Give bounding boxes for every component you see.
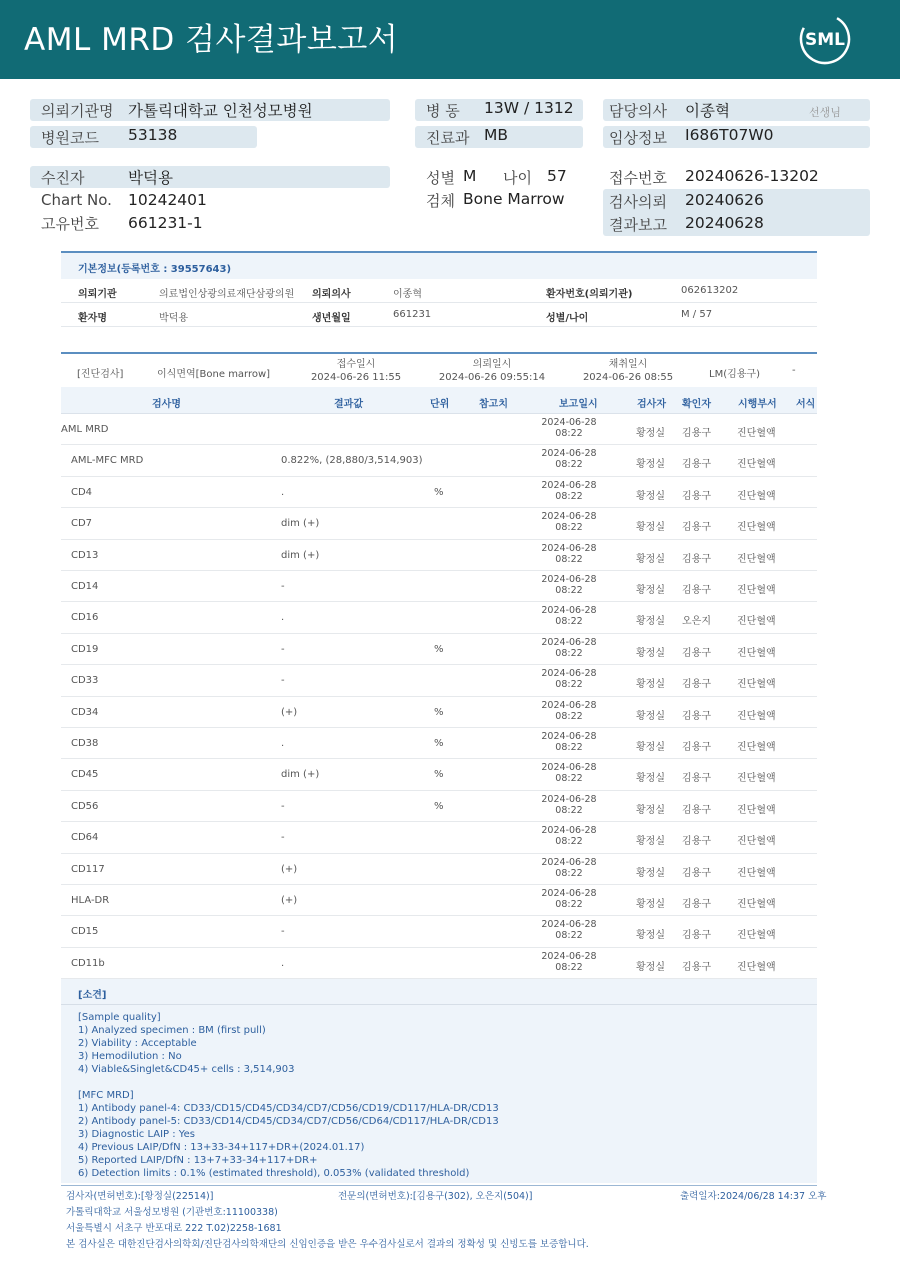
confirmer-cell: 김용구 <box>682 836 711 848</box>
basic-info-header <box>61 253 817 279</box>
result-cell: (+) <box>281 863 298 875</box>
info-key: 의뢰의사 <box>312 289 351 300</box>
examiner-cell: 황정실 <box>636 428 665 439</box>
examiner-cell: 황정실 <box>636 616 665 628</box>
ward-label: 병 동 <box>426 102 460 120</box>
comment-line: 3) Diagnostic LAIP : Yes <box>78 1129 195 1140</box>
table-row <box>61 477 817 508</box>
table-row <box>61 540 817 571</box>
footer-examiner: 검사자(면허번호):[황정실(22514)] <box>66 1191 214 1202</box>
info-value: 661231 <box>393 309 432 320</box>
examiner-cell: 황정실 <box>636 710 665 722</box>
department-cell: 진단혈액 <box>737 679 776 691</box>
uid-label: 고유번호 <box>41 215 99 233</box>
basic-info-title: 기본정보(등록번호 : 39557643) <box>78 264 232 275</box>
info-key: 환자번호(의뢰기관) <box>546 289 633 300</box>
result-cell: - <box>281 926 285 938</box>
test-name-cell: CD33 <box>71 675 99 687</box>
department-cell: 진단혈액 <box>737 522 776 534</box>
result-cell: dim (+) <box>281 769 320 781</box>
results-table-header <box>61 387 817 414</box>
specimen-value: Bone Marrow <box>463 190 565 208</box>
confirmer-cell: 김용구 <box>682 773 711 785</box>
dx-category: [진단검사] <box>77 369 124 380</box>
comment-line: 2) Antibody panel-5: CD33/CD14/CD45/CD34/CD7/CD56/CD64/CD117/HLA-DR/CD13 <box>78 1116 499 1127</box>
result-cell: . <box>281 957 285 969</box>
comment-line: 2) Viability : Acceptable <box>78 1038 197 1049</box>
comment-line: 6) Detection limits : 0.1% (estimated threshold), 0.053% (validated threshold) <box>78 1168 470 1179</box>
dx-requested-label: 의뢰일시 <box>472 359 512 370</box>
doctor-label: 담당의사 <box>609 102 667 120</box>
confirmer-cell: 김용구 <box>682 930 711 942</box>
report-time-cell: 08:22 <box>555 585 583 596</box>
test-name-cell: CD64 <box>71 832 99 844</box>
patient-label: 수진자 <box>41 169 85 187</box>
table-row <box>61 822 817 853</box>
examiner-cell: 황정실 <box>636 773 665 785</box>
patient-value: 박덕용 <box>128 169 173 187</box>
confirmer-cell: 김용구 <box>682 679 711 691</box>
report-time-cell: 08:22 <box>555 742 583 753</box>
table-row <box>61 414 817 445</box>
report-label: 결과보고 <box>609 216 667 234</box>
info-value: 062613202 <box>681 285 739 296</box>
report-date-cell: 2024-06-28 <box>541 574 597 585</box>
logo-text: SML <box>805 30 845 50</box>
report-time-cell: 08:22 <box>555 836 583 848</box>
dept-value: MB <box>484 126 509 144</box>
report-time-cell: 08:22 <box>555 679 583 691</box>
hospital-code-value: 53138 <box>128 126 178 144</box>
th-format: 서식 <box>796 399 816 410</box>
result-cell: - <box>281 675 285 687</box>
examiner-cell: 황정실 <box>636 961 665 973</box>
report-time-cell: 08:22 <box>555 804 583 816</box>
report-title: AML MRD 검사결과보고서 <box>24 22 399 58</box>
info-key: 의뢰기관 <box>78 289 117 300</box>
info-value: 이종혁 <box>393 289 422 300</box>
confirmer-cell: 김용구 <box>682 961 711 973</box>
test-name-cell: CD38 <box>71 738 99 749</box>
th-reference: 참고치 <box>479 399 508 410</box>
report-date-cell: 2024-06-28 <box>541 825 597 837</box>
report-time-cell: 08:22 <box>555 490 583 502</box>
result-cell: - <box>281 643 285 655</box>
report-value: 20240628 <box>685 214 764 232</box>
result-cell: 0.822%, (28,880/3,514,903) <box>281 455 423 467</box>
result-cell: (+) <box>281 895 298 906</box>
confirmer-cell: 김용구 <box>682 553 711 565</box>
examiner-cell: 황정실 <box>636 930 665 942</box>
report-time-cell: 08:22 <box>555 647 583 659</box>
department-cell: 진단혈액 <box>737 836 776 848</box>
table-row <box>61 948 817 979</box>
clinical-value: I686T07W0 <box>685 126 774 144</box>
info-value: 박덕용 <box>159 313 188 324</box>
report-date-cell: 2024-06-28 <box>541 793 597 805</box>
chart-label: Chart No. <box>41 191 112 209</box>
report-date-cell: 2024-06-28 <box>541 511 597 523</box>
table-row <box>61 885 817 916</box>
result-cell: . <box>281 612 285 624</box>
basic-info-row <box>61 279 817 303</box>
receipt-label: 접수번호 <box>609 169 667 187</box>
table-row <box>61 791 817 822</box>
report-date-cell: 2024-06-28 <box>541 699 597 711</box>
result-cell: dim (+) <box>281 518 320 530</box>
confirmer-cell: 김용구 <box>682 585 711 596</box>
th-test-name: 검사명 <box>152 399 181 410</box>
test-name-cell: CD4 <box>71 486 93 498</box>
report-date-cell: 2024-06-28 <box>541 448 597 460</box>
examiner-cell: 황정실 <box>636 679 665 691</box>
comment-line: 4) Previous LAIP/DfN : 13+33-34+117+DR+(2024.01.17) <box>78 1142 365 1153</box>
report-date-cell: 2024-06-28 <box>541 417 597 428</box>
result-cell: . <box>281 486 285 498</box>
result-cell: - <box>281 800 285 812</box>
sex-value: M <box>463 167 477 185</box>
examiner-cell: 황정실 <box>636 522 665 534</box>
confirmer-cell: 김용구 <box>682 710 711 722</box>
test-name-cell: CD16 <box>71 612 99 624</box>
comment-header <box>61 979 817 1005</box>
department-cell: 진단혈액 <box>737 742 776 753</box>
report-time-cell: 08:22 <box>555 930 583 942</box>
report-date-cell: 2024-06-28 <box>541 605 597 617</box>
result-cell: - <box>281 832 285 844</box>
confirmer-cell: 오은지 <box>682 616 711 628</box>
table-row <box>61 665 817 696</box>
table-row <box>61 602 817 633</box>
table-row <box>61 571 817 602</box>
dx-collected: 2024-06-26 08:55 <box>582 372 674 383</box>
dx-received: 2024-06-26 11:55 <box>310 372 402 383</box>
unit-cell: % <box>434 800 444 812</box>
department-cell: 진단혈액 <box>737 428 776 439</box>
examiner-cell: 황정실 <box>636 490 665 502</box>
department-cell: 진단혈액 <box>737 616 776 628</box>
info-key: 성별/나이 <box>546 313 589 324</box>
confirmer-cell: 김용구 <box>682 459 711 471</box>
table-row <box>61 697 817 728</box>
report-date-cell: 2024-06-28 <box>541 542 597 554</box>
info-value: M / 57 <box>681 309 713 320</box>
hospital-code-label: 병원코드 <box>41 129 99 147</box>
department-cell: 진단혈액 <box>737 773 776 785</box>
examiner-cell: 황정실 <box>636 836 665 848</box>
confirmer-cell: 김용구 <box>682 804 711 816</box>
test-name-cell: HLA-DR <box>71 895 110 906</box>
confirmer-cell: 김용구 <box>682 867 711 879</box>
receipt-value: 20240626-13202 <box>685 167 819 185</box>
comment-body <box>61 1005 817 1183</box>
result-cell: . <box>281 738 285 749</box>
request-value: 20240626 <box>685 191 764 209</box>
unit-cell: % <box>434 643 444 655</box>
department-cell: 진단혈액 <box>737 553 776 565</box>
report-time-cell: 08:22 <box>555 773 583 785</box>
department-cell: 진단혈액 <box>737 647 776 659</box>
department-cell: 진단혈액 <box>737 961 776 973</box>
test-name-cell: CD45 <box>71 769 99 781</box>
basic-info-row <box>61 303 817 327</box>
department-cell: 진단혈액 <box>737 804 776 816</box>
report-time-cell: 08:22 <box>555 522 583 534</box>
department-cell: 진단혈액 <box>737 867 776 879</box>
examiner-cell: 황정실 <box>636 742 665 753</box>
uid-value: 661231-1 <box>128 214 203 232</box>
table-row <box>61 916 817 947</box>
comment-title: [소견] <box>78 990 107 1001</box>
request-label: 검사의뢰 <box>609 193 667 211</box>
examiner-cell: 황정실 <box>636 553 665 565</box>
table-row <box>61 634 817 665</box>
department-cell: 진단혈액 <box>737 899 776 910</box>
department-cell: 진단혈액 <box>737 710 776 722</box>
report-date-cell: 2024-06-28 <box>541 731 597 742</box>
th-report-date: 보고일시 <box>559 399 598 410</box>
test-name-cell: AML MRD <box>61 424 109 435</box>
confirmer-cell: 김용구 <box>682 522 711 534</box>
report-time-cell: 08:22 <box>555 867 583 879</box>
table-row <box>61 854 817 885</box>
dx-received-label: 접수일시 <box>336 359 376 370</box>
footer-printed: 출력일자:2024/06/28 14:37 오후 <box>680 1191 827 1202</box>
report-date-cell: 2024-06-28 <box>541 762 597 774</box>
institution-value: 가톨릭대학교 인천성모병원 <box>128 102 313 120</box>
confirmer-cell: 김용구 <box>682 428 711 439</box>
footer-hospital: 가톨릭대학교 서울성모병원 (기관번호:11100338) <box>66 1207 278 1218</box>
department-cell: 진단혈액 <box>737 585 776 596</box>
report-time-cell: 08:22 <box>555 553 583 565</box>
examiner-cell: 황정실 <box>636 899 665 910</box>
test-name-cell: CD7 <box>71 518 93 530</box>
confirmer-cell: 김용구 <box>682 899 711 910</box>
examiner-cell: 황정실 <box>636 804 665 816</box>
department-cell: 진단혈액 <box>737 930 776 942</box>
comment-line: 1) Antibody panel-4: CD33/CD15/CD45/CD34/CD7/CD56/CD19/CD117/HLA-DR/CD13 <box>78 1103 499 1114</box>
footer-specialist: 전문의(면허번호):[김용구(302), 오은지(504)] <box>338 1191 533 1202</box>
confirmer-cell: 김용구 <box>682 742 711 753</box>
table-row <box>61 759 817 790</box>
footer-certification: 본 검사실은 대한진단검사의학회/진단검사의학재단의 신임인증을 받은 우수검사실로서 결과의 정확성 및 신빙도를 보증합니다. <box>66 1239 589 1250</box>
doctor-suffix: 선생님 <box>809 106 841 119</box>
dx-lm: LM(김용구) <box>709 369 760 380</box>
test-name-cell: CD14 <box>71 581 99 592</box>
examiner-cell: 황정실 <box>636 585 665 596</box>
report-time-cell: 08:22 <box>555 710 583 722</box>
th-examiner: 검사자 <box>637 399 666 410</box>
doctor-value: 이종혁 <box>685 102 730 120</box>
comment-line: 1) Analyzed specimen : BM (first pull) <box>78 1025 266 1036</box>
age-value: 57 <box>547 167 567 185</box>
result-cell: (+) <box>281 706 298 718</box>
report-time-cell: 08:22 <box>555 459 583 471</box>
examiner-cell: 황정실 <box>636 647 665 659</box>
unit-cell: % <box>434 706 444 718</box>
report-date-cell: 2024-06-28 <box>541 950 597 962</box>
footer-address: 서울특별시 서초구 반포대로 222 T.02)2258-1681 <box>66 1223 282 1234</box>
test-name-cell: CD19 <box>71 643 99 655</box>
report-date-cell: 2024-06-28 <box>541 636 597 648</box>
department-cell: 진단혈액 <box>737 459 776 471</box>
test-name-cell: CD11b <box>71 957 105 969</box>
confirmer-cell: 김용구 <box>682 490 711 502</box>
clinical-label: 임상정보 <box>609 129 667 147</box>
unit-cell: % <box>434 769 444 781</box>
th-result: 결과값 <box>334 399 363 410</box>
sml-logo-icon <box>798 12 852 66</box>
report-date-cell: 2024-06-28 <box>541 856 597 868</box>
comment-line: 4) Viable&Singlet&CD45+ cells : 3,514,903 <box>78 1064 295 1075</box>
report-date-cell: 2024-06-28 <box>541 919 597 931</box>
info-value: 의료법인상광의료재단삼광의원 <box>159 289 295 300</box>
report-date-cell: 2024-06-28 <box>541 888 597 899</box>
comment-line: 3) Hemodilution : No <box>78 1051 182 1062</box>
institution-label: 의뢰기관명 <box>41 102 114 120</box>
test-name-cell: AML-MFC MRD <box>71 455 144 467</box>
test-name-cell: CD34 <box>71 706 99 718</box>
test-name-cell: CD117 <box>71 863 105 875</box>
confirmer-cell: 김용구 <box>682 647 711 659</box>
table-row <box>61 508 817 539</box>
dx-specimen: 이식면역[Bone marrow] <box>157 369 271 380</box>
test-name-cell: CD56 <box>71 800 99 812</box>
report-time-cell: 08:22 <box>555 616 583 628</box>
comment-line: [MFC MRD] <box>78 1090 134 1101</box>
report-time-cell: 08:22 <box>555 428 583 439</box>
info-key: 환자명 <box>78 313 107 324</box>
report-time-cell: 08:22 <box>555 961 583 973</box>
examiner-cell: 황정실 <box>636 459 665 471</box>
report-header-bar <box>0 0 900 79</box>
examiner-cell: 황정실 <box>636 867 665 879</box>
report-time-cell: 08:22 <box>555 899 583 910</box>
th-unit: 단위 <box>430 399 450 410</box>
dx-dash: - <box>792 365 796 376</box>
comment-line: [Sample quality] <box>78 1012 161 1023</box>
th-department: 시행부서 <box>738 399 777 410</box>
dx-requested: 2024-06-26 09:55:14 <box>438 372 546 383</box>
age-label: 나이 <box>503 169 532 187</box>
department-cell: 진단혈액 <box>737 490 776 502</box>
footer-divider <box>61 1185 817 1186</box>
comment-line: 5) Reported LAIP/DfN : 13+7+33-34+117+DR+ <box>78 1155 318 1166</box>
table-row <box>61 445 817 476</box>
ward-value: 13W / 1312 <box>484 99 574 117</box>
unit-cell: % <box>434 738 444 749</box>
test-name-cell: CD15 <box>71 926 99 938</box>
specimen-label: 검체 <box>426 192 455 210</box>
result-cell: dim (+) <box>281 549 320 561</box>
test-name-cell: CD13 <box>71 549 99 561</box>
report-date-cell: 2024-06-28 <box>541 668 597 680</box>
info-key: 생년월일 <box>312 313 351 324</box>
diagnosis-row <box>61 354 817 388</box>
dept-label: 진료과 <box>426 129 470 147</box>
unit-cell: % <box>434 486 444 498</box>
report-date-cell: 2024-06-28 <box>541 479 597 491</box>
result-cell: - <box>281 581 285 592</box>
th-confirmer: 확인자 <box>682 399 711 410</box>
sex-label: 성별 <box>426 169 455 187</box>
table-row <box>61 728 817 759</box>
dx-collected-label: 채취일시 <box>608 359 648 370</box>
chart-value: 10242401 <box>128 191 207 209</box>
